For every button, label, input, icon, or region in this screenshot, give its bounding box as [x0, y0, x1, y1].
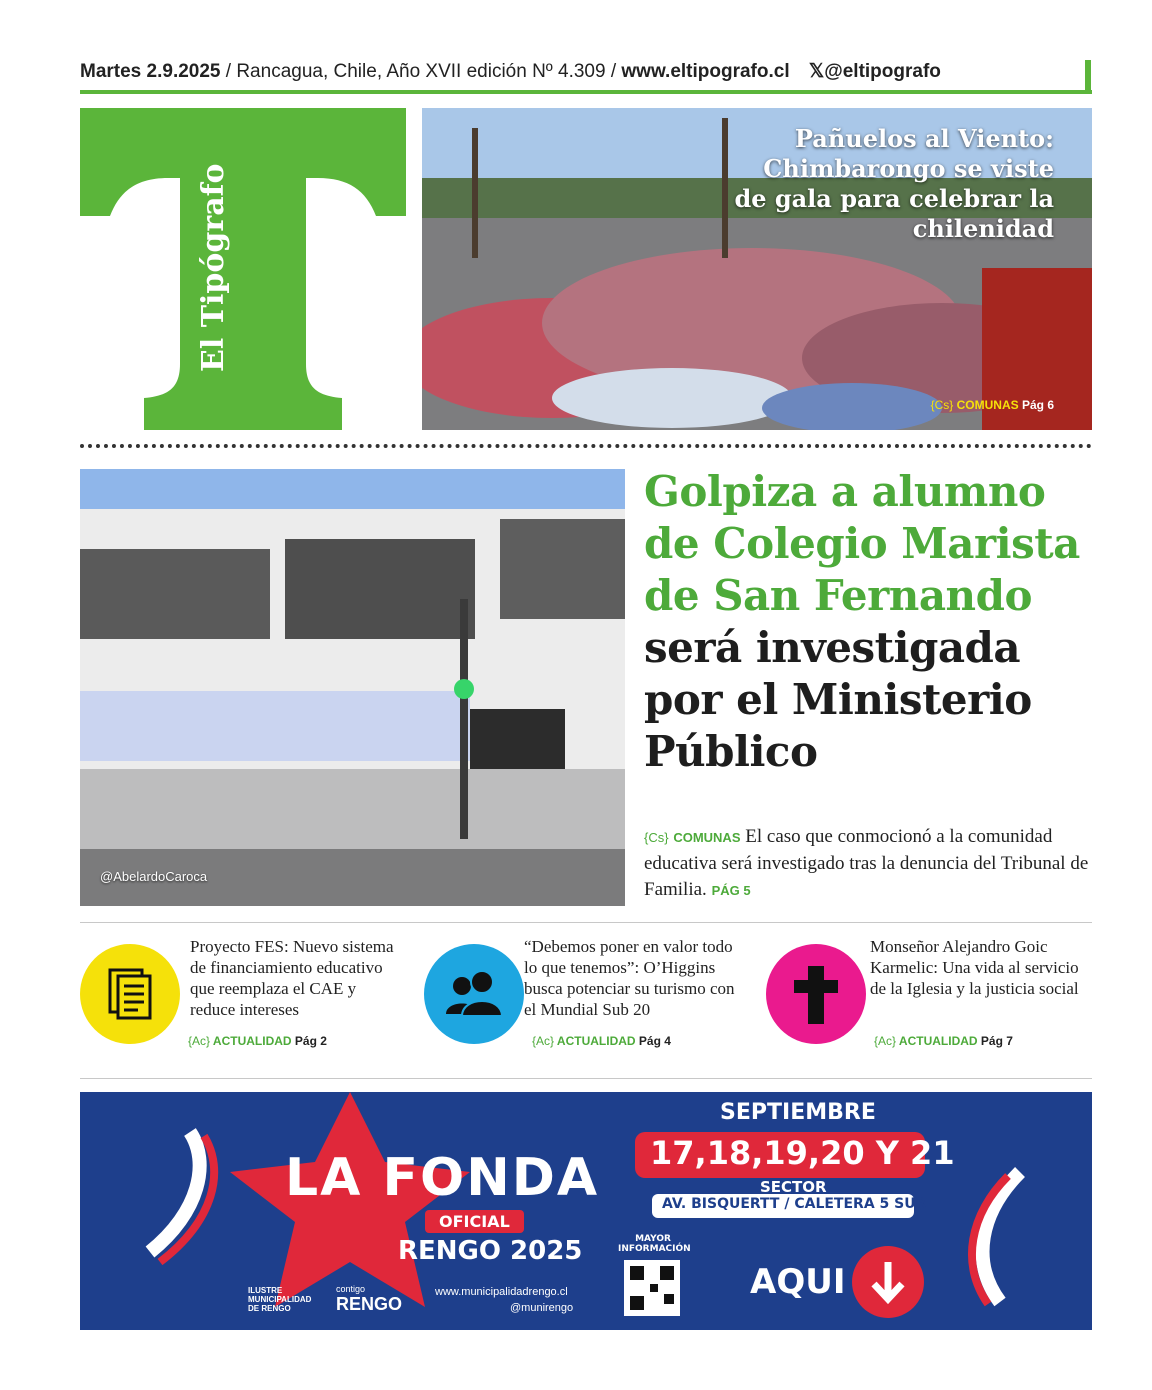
brief-tag-page: Pág 2	[294, 1034, 327, 1048]
newspaper-logo[interactable]	[80, 108, 406, 430]
briefs-top-rule	[80, 922, 1092, 923]
brief-headline[interactable]: Proyecto FES: Nuevo sistema de financiamiento educativo que reemplaza el CAE y reduce intereses	[190, 937, 394, 1019]
hero-tag-code: {Cs}	[930, 398, 954, 412]
main-story-photo[interactable]	[80, 469, 625, 906]
hero-headline[interactable]: Pañuelos al Viento: Chimbarongo se viste de gala para celebrar la chilenidad	[734, 124, 1054, 243]
logo-t-icon	[80, 108, 406, 430]
masthead-dateline	[80, 60, 1080, 90]
main-headline[interactable]	[644, 466, 1084, 778]
ad-sector: AV. BISQUERTT / CALETERA 5 SUR	[662, 1196, 927, 1212]
lede-tag-label[interactable]: COMUNAS	[673, 830, 741, 845]
brief-tag-code: {Ac}	[874, 1034, 897, 1048]
social-handle[interactable]: @eltipografo	[824, 61, 941, 82]
brief-tag-label: ACTUALIDAD	[556, 1034, 636, 1048]
brief-tag-code: {Ac}	[188, 1034, 211, 1048]
issue-date: Martes 2.9.2025	[80, 61, 221, 82]
brief-tag-label: ACTUALIDAD	[212, 1034, 292, 1048]
brief-tag-page: Pág 4	[638, 1034, 671, 1048]
x-logo-icon: 𝕏	[808, 61, 825, 82]
brief-tag-page: Pág 7	[980, 1034, 1013, 1048]
headline-black: será investigada por el Ministerio Público	[644, 623, 1032, 776]
dotted-divider	[80, 444, 1092, 448]
cross-icon	[766, 944, 866, 1044]
ad-month: SEPTIEMBRE	[720, 1100, 876, 1125]
hero-tag-page: Pág 6	[1021, 398, 1054, 412]
main-story-lede	[644, 824, 1092, 904]
ad-title: LA FONDA	[285, 1148, 600, 1208]
lede-page[interactable]: PÁG 5	[711, 883, 751, 898]
ad-social[interactable]: @munirengo	[510, 1302, 574, 1314]
header-rule	[80, 90, 1092, 94]
website-link[interactable]: www.eltipografo.cl	[621, 61, 790, 82]
brief-headline[interactable]: “Debemos poner en valor todo lo que tenemos”: O’Higgins busca potenciar su turismo con el Mundial Sub 20	[524, 937, 735, 1019]
document-icon	[80, 944, 180, 1044]
briefs-bottom-rule	[80, 1078, 1092, 1079]
brief-item[interactable]	[766, 936, 1092, 1056]
school-building-photo	[80, 469, 625, 906]
lede-text: El caso que conmocionó a la comunidad educativa será investigado tras la denuncia del Tribunal de Familia.	[644, 826, 1089, 900]
ad-cta-button[interactable]: AQUI	[750, 1262, 846, 1302]
hero-tag-label: COMUNAS	[956, 398, 1019, 412]
issue-location: / Rancagua, Chile, Año XVII edición Nº 4.309 /	[220, 61, 622, 82]
headline-green: Golpiza a alumno de Colegio Marista de San Fernando	[644, 467, 1080, 620]
ad-more-info: MAYOR INFORMACIÓN	[618, 1234, 691, 1254]
ad-subtitle: OFICIAL	[425, 1210, 524, 1233]
ad-website[interactable]: www.municipalidadrengo.cl	[435, 1286, 568, 1298]
photo-credit: @AbelardoCaroca	[100, 869, 208, 884]
hero-section-tag[interactable]	[931, 398, 1054, 412]
brief-section-tag[interactable]	[532, 1034, 671, 1048]
brief-item[interactable]	[424, 936, 754, 1056]
brief-headline[interactable]: Monseñor Alejandro Goic Karmelic: Una vida al servicio de la Iglesia y la justicia social	[870, 937, 1079, 998]
brief-tag-code: {Ac}	[532, 1034, 555, 1048]
ad-sector-label: SECTOR	[760, 1178, 827, 1196]
hero-photo[interactable]	[422, 108, 1092, 430]
brief-item[interactable]	[80, 936, 410, 1056]
lede-tag-code: {Cs}	[644, 830, 669, 845]
brief-section-tag[interactable]	[188, 1034, 327, 1048]
header-accent	[1085, 60, 1091, 94]
ad-brand: RENGO	[336, 1294, 403, 1314]
ad-municipality: ILUSTRE MUNICIPALIDAD DE RENGO	[248, 1286, 312, 1313]
fonda-advertisement[interactable]	[80, 1092, 1092, 1330]
ad-event: RENGO 2025	[398, 1236, 583, 1266]
logo-name: El Tipógrafo	[196, 163, 231, 372]
ad-brand-prefix: contigo	[336, 1284, 366, 1294]
star-flag-graphic	[80, 1092, 1092, 1330]
ad-days: 17,18,19,20 Y 21	[650, 1134, 955, 1172]
people-icon	[424, 944, 524, 1044]
brief-section-tag[interactable]	[874, 1034, 1013, 1048]
brief-tag-label: ACTUALIDAD	[898, 1034, 978, 1048]
